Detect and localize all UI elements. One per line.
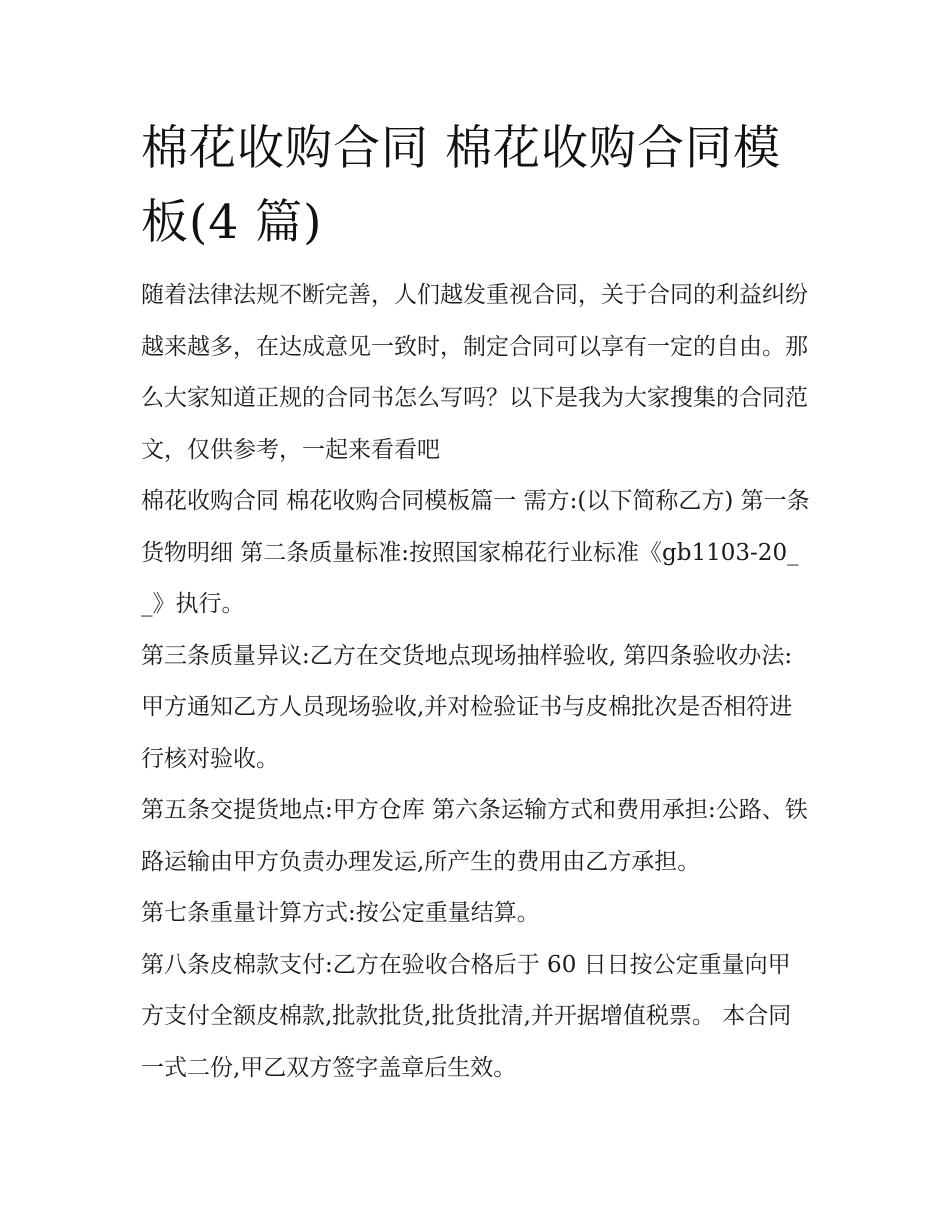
document-title: 棉花收购合同 棉花收购合同模板(4 篇) xyxy=(141,121,781,250)
clause-paragraph-5: 第八条皮棉款支付:乙方在验收合格后于 60 日日按公定重量向甲方支付全额皮棉款,批款批货,批货批清,并开据增值税票。 本合同一式二份,甲乙双方签字盖章后生效。 xyxy=(141,951,792,1081)
document-page xyxy=(141,112,813,1094)
clause-paragraph-3: 第五条交提货地点:甲方仓库 第六条运输方式和费用承担:公路、铁路运输由甲方负责办理发运,所产生的费用由乙方承担。 xyxy=(141,797,808,875)
intro-paragraph: 随着法律法规不断完善，人们越发重视合同，关于合同的利益纠纷越来越多，在达成意见一致时，制定合同可以享有一定的自由。那么大家知道正规的合同书怎么写吗？以下是我为大家搜集的合同范文，仅供参考，一起来看看吧 xyxy=(141,282,808,463)
clause-paragraph-1: 棉花收购合同 棉花收购合同模板篇一 需方:(以下简称乙方) 第一条货物明细 第二条质量标准:按照国家棉花行业标准《gb1103-20__》执行。 xyxy=(141,488,810,617)
clause-paragraph-4: 第七条重量计算方式:按公定重量结算。 xyxy=(141,900,540,926)
clause-paragraph-2: 第三条质量异议:乙方在交货地点现场抽样验收, 第四条验收办法:甲方通知乙方人员现场验收,并对检验证书与皮棉批次是否相符进行核对验收。 xyxy=(141,642,793,772)
